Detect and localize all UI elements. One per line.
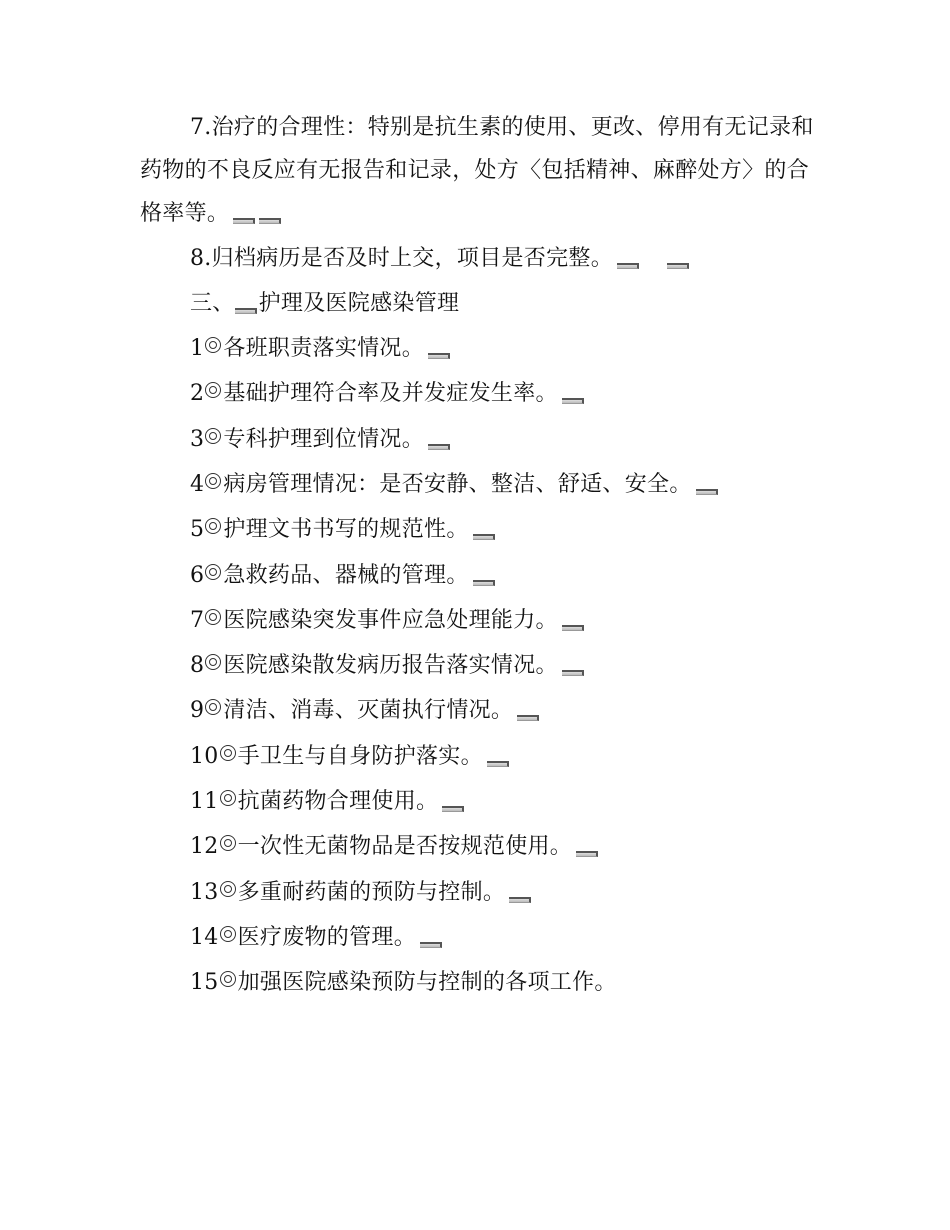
item-text: 医院感染突发事件应急处理能力。: [223, 607, 558, 633]
bullet-circle-icon: [220, 790, 236, 806]
section-title: 护理及医院感染管理: [258, 291, 460, 316]
item-text: 专科护理到位情况。: [223, 426, 425, 452]
item-text: 病房管理情况：是否安静、整洁、舒适、安全。: [223, 471, 692, 497]
paragraph-treatment-rationality: [140, 106, 820, 235]
return-mark-icon: [428, 353, 450, 359]
checklist-item: [190, 334, 450, 364]
return-mark-icon: [259, 218, 281, 224]
checklist-item: [190, 379, 584, 409]
return-mark-icon: [509, 897, 531, 903]
item-number: 5: [190, 517, 205, 543]
bullet-circle-icon: [205, 428, 221, 444]
bullet-circle-icon: [220, 971, 236, 987]
return-mark-icon: [233, 218, 255, 224]
item-number: 2: [190, 381, 205, 407]
item-number: 8: [190, 653, 205, 679]
item-text: 多重耐药菌的预防与控制。: [237, 879, 506, 905]
bullet-circle-icon: [205, 382, 221, 398]
item-number: 15: [190, 970, 219, 996]
item-text: 清洁、消毒、灭菌执行情况。: [223, 698, 514, 724]
item-number: 14: [190, 924, 219, 950]
item-text: 加强医院感染预防与控制的各项工作。: [237, 970, 617, 996]
return-mark-icon: [696, 489, 718, 495]
checklist-item: [190, 787, 464, 817]
checklist-item: [190, 470, 718, 500]
item-text: 抗菌药物合理使用。: [237, 789, 439, 814]
checklist-item: [190, 696, 539, 726]
checklist-item: [190, 832, 598, 862]
section-number: 三、: [190, 291, 235, 316]
return-mark-icon: [442, 806, 464, 812]
item-number: 12: [190, 834, 219, 860]
checklist-item: [190, 515, 495, 545]
bullet-circle-icon: [220, 745, 236, 761]
checklist-item: [190, 742, 509, 772]
bullet-circle-icon: [205, 699, 221, 715]
bullet-circle-icon: [220, 881, 236, 897]
item-number: 10: [190, 743, 219, 769]
return-mark-icon: [517, 715, 539, 721]
bullet-circle-icon: [205, 564, 221, 580]
checklist-item: [190, 561, 495, 591]
return-mark-icon: [667, 263, 689, 269]
item-text: 一次性无菌物品是否按规范使用。: [237, 834, 573, 860]
return-mark-icon: [562, 398, 584, 404]
paragraph-text: 8.归档病历是否及时上交，项目是否完整。: [190, 246, 613, 271]
item-number: 3: [190, 426, 205, 452]
checklist-item: [190, 606, 584, 636]
return-mark-icon: [562, 625, 584, 631]
return-mark-icon: [420, 942, 442, 948]
return-mark-icon: [473, 534, 495, 540]
paragraph-archived-records: [190, 244, 689, 274]
bullet-circle-icon: [205, 654, 221, 670]
return-mark-icon: [576, 851, 598, 857]
return-mark-icon: [617, 263, 639, 269]
item-number: 13: [190, 879, 219, 905]
item-text: 护理文书书写的规范性。: [223, 517, 469, 543]
checklist-item: [190, 651, 584, 681]
checklist-item: [190, 968, 617, 998]
item-text: 医疗废物的管理。: [237, 924, 417, 950]
return-mark-icon: [473, 580, 495, 586]
checklist-item: [190, 425, 450, 455]
bullet-circle-icon: [220, 835, 236, 851]
bullet-circle-icon: [205, 609, 221, 625]
item-number: 7: [190, 607, 205, 633]
item-number: 11: [190, 789, 219, 814]
item-number: 6: [190, 562, 205, 588]
item-text: 医院感染散发病历报告落实情况。: [223, 653, 558, 679]
checklist-item: [190, 878, 531, 908]
paragraph-text: 7.治疗的合理性：特别是抗生素的使用、更改、停用有无记录和药物的不良反应有无报告和记录，处方〈包括精神、麻醉处方〉的合格率等。: [140, 115, 814, 226]
return-mark-icon: [428, 444, 450, 450]
item-text: 基础护理符合率及并发症发生率。: [223, 381, 558, 407]
item-text: 各班职责落实情况。: [223, 336, 425, 361]
return-mark-icon: [562, 670, 584, 676]
section-heading: [190, 289, 459, 319]
return-mark-icon: [487, 761, 509, 767]
bullet-circle-icon: [220, 926, 236, 942]
bullet-circle-icon: [205, 473, 221, 489]
checklist-item: [190, 923, 442, 953]
item-number: 4: [190, 471, 205, 497]
bullet-circle-icon: [205, 337, 221, 353]
item-number: 9: [190, 698, 205, 724]
bullet-circle-icon: [205, 518, 221, 534]
item-text: 急救药品、器械的管理。: [223, 562, 469, 588]
return-mark-icon: [235, 308, 257, 314]
item-text: 手卫生与自身防护落实。: [237, 743, 483, 769]
item-number: 1: [190, 336, 205, 361]
